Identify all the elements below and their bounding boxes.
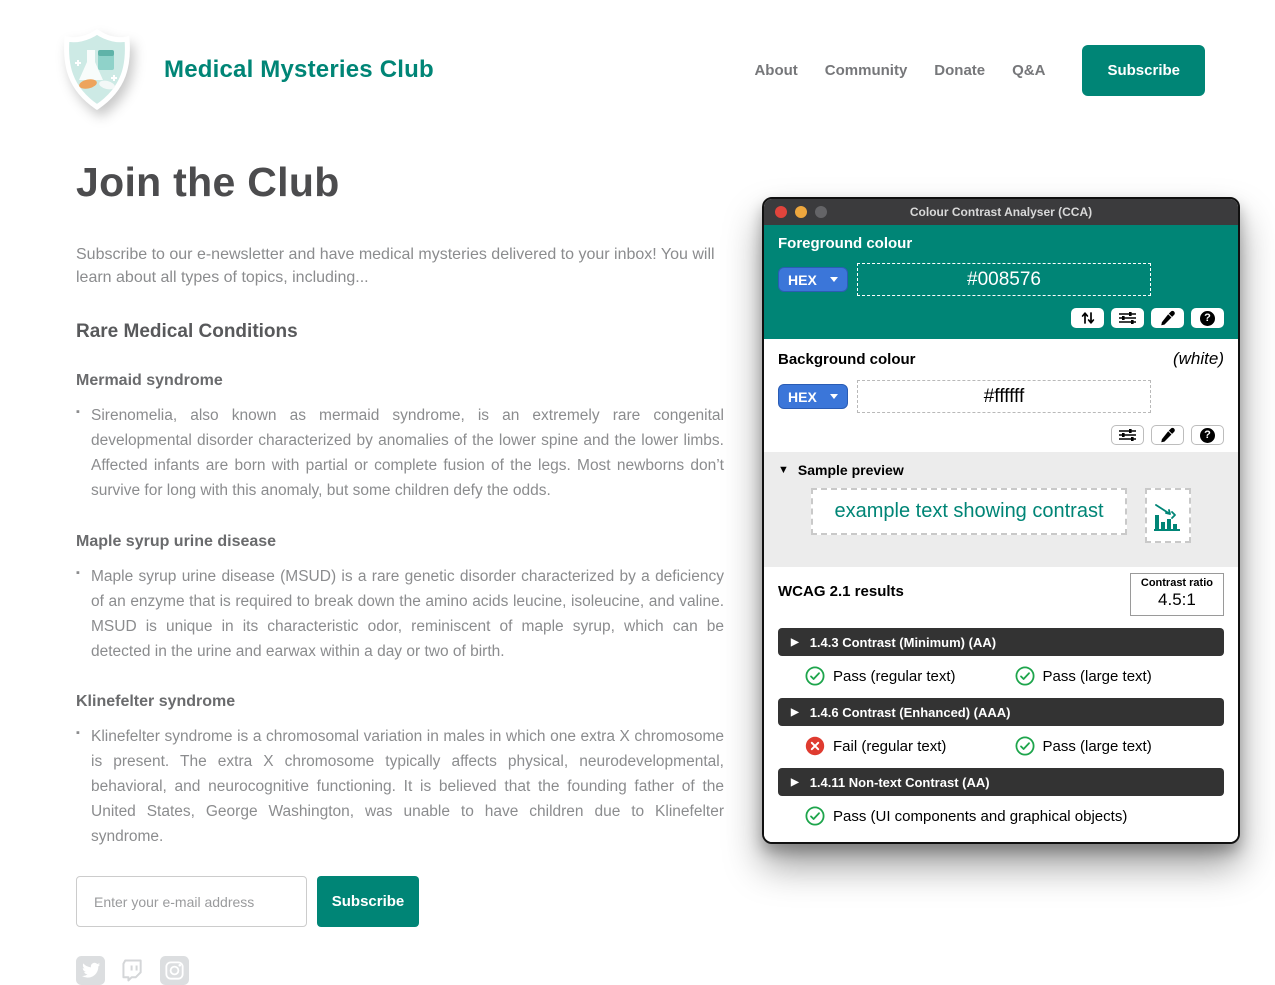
foreground-format-value: HEX (788, 271, 817, 288)
topic-body-klinefelter: ▪ Klinefelter syndrome is a chromosomal variation in males in which one extra X chromosome is present. The extra X chromosome typically affects physical, neurodevelopmental, behavioral, and neurocognitive functioning. It is believed that the founding father of the United States, George Washington, was unable to have children due to Klinefelter syndrome. (76, 724, 724, 850)
sample-preview-label: Sample preview (797, 462, 904, 478)
sample-preview-toggle[interactable] (778, 462, 1224, 478)
rule-1411-name: 1.4.11 Non-text Contrast (AA) (809, 774, 990, 790)
rule-143-bar[interactable] (778, 628, 1224, 656)
contrast-ratio-box (1130, 573, 1224, 616)
main-content (76, 159, 724, 985)
foreground-eyedropper-button[interactable] (1151, 308, 1184, 328)
foreground-colour-section (764, 225, 1238, 339)
nav-community[interactable]: Community (824, 61, 908, 79)
topic-list (76, 403, 724, 503)
nav-subscribe-button[interactable]: Subscribe (1082, 45, 1205, 96)
background-eyedropper-button[interactable] (1151, 425, 1184, 445)
pass-check-icon (805, 806, 825, 826)
pass-check-icon (1015, 736, 1035, 756)
contrast-ratio-value: 4.5:1 (1158, 590, 1196, 609)
rule-1411-bar[interactable] (778, 768, 1224, 796)
background-colour-section (764, 339, 1238, 452)
topic-title-mermaid: Mermaid syndrome (76, 372, 223, 390)
background-format-select[interactable] (778, 384, 848, 409)
swap-icon (1080, 311, 1096, 325)
pass-check-icon (805, 666, 825, 686)
background-colour-name: (white) (1172, 349, 1224, 368)
sliders-icon (1118, 428, 1137, 442)
rule-146-regular-result (805, 736, 1015, 756)
close-button[interactable] (775, 206, 787, 218)
background-adjust-button[interactable] (1111, 425, 1144, 445)
result-label: Pass (large text) (1042, 737, 1152, 755)
foreground-colour-label: Foreground colour (778, 235, 913, 252)
eyedropper-icon (1160, 310, 1176, 326)
help-icon: ? (1200, 428, 1215, 443)
rule-146-bar[interactable] (778, 698, 1224, 726)
nav-about[interactable]: About (754, 61, 798, 79)
section-heading: Rare Medical Conditions (76, 321, 298, 343)
club-logo-icon (60, 28, 134, 112)
instagram-icon[interactable] (160, 956, 189, 985)
window-controls (775, 206, 827, 218)
eyedropper-icon (1160, 427, 1176, 443)
intro-paragraph: Subscribe to our e-newsletter and have medical mysteries delivered to your inbox! You will learn about all types of topics, including... (76, 246, 715, 287)
rule-143-regular-result (805, 666, 1015, 686)
cca-window (762, 197, 1240, 844)
result-label: Fail (regular text) (833, 737, 947, 755)
topic-title-klinefelter: Klinefelter syndrome (76, 692, 236, 710)
expand-triangle-icon: ▶ (791, 776, 799, 788)
site-title: Medical Mysteries Club (164, 56, 434, 83)
topic-list (76, 564, 724, 664)
foreground-hex-input[interactable]: #008576 (857, 263, 1151, 296)
chevron-down-icon (830, 277, 838, 282)
chart-icon (1153, 499, 1183, 533)
expand-triangle-icon: ▶ (791, 706, 799, 718)
background-colour-label: Background colour (778, 351, 916, 368)
result-label: Pass (large text) (1042, 667, 1152, 685)
wcag-results-section (764, 567, 1238, 842)
contrast-ratio-label: Contrast ratio (1140, 577, 1213, 589)
topic-body-mermaid: ▪ Sirenomelia, also known as mermaid syndrome, is an extremely rare congenital developmental disorder characterized by anomalies of the lower spine and the lower limbs. Affected infants are born with partial or complete fusion of the legs. Most newborns don’t survive for long with this anomaly, but some children defy the odds. (76, 403, 724, 503)
cca-window-title: Colour Contrast Analyser (CCA) (909, 205, 1093, 219)
topic-list (76, 724, 724, 850)
topic-title-msud: Maple syrup urine disease (76, 532, 277, 550)
rule-143-large-result (1015, 666, 1225, 686)
background-hex-input[interactable]: #ffffff (857, 380, 1151, 413)
rule-146-name: 1.4.6 Contrast (Enhanced) (AAA) (809, 704, 1011, 720)
zoom-button (815, 206, 827, 218)
chevron-down-icon (830, 394, 838, 399)
twitch-icon[interactable] (118, 956, 147, 985)
cca-titlebar[interactable] (764, 199, 1238, 225)
fail-x-icon (805, 736, 825, 756)
twitter-icon[interactable] (76, 956, 105, 985)
expand-triangle-icon: ▶ (791, 636, 799, 648)
rule-146-large-result (1015, 736, 1225, 756)
email-input[interactable] (76, 876, 307, 927)
help-icon: ? (1200, 311, 1215, 326)
result-label: Pass (UI components and graphical objects) (833, 807, 1128, 825)
sample-text-box: example text showing contrast (811, 488, 1127, 535)
topic-body-msud: ▪ Maple syrup urine disease (MSUD) is a rare genetic disorder characterized by a deficiency of an enzyme that is required to break down the amino acids leucine, isoleucine, and valine. MSUD is unique in its characteristic odor, reminiscent of maple syrup, which can be detected in the urine and earwax within a day or two of birth. (76, 564, 724, 664)
subscribe-form (76, 876, 724, 927)
foreground-format-select[interactable] (778, 267, 848, 292)
result-label: Pass (regular text) (833, 667, 956, 685)
form-subscribe-button[interactable]: Subscribe (317, 876, 419, 927)
sample-graphics-box (1145, 488, 1191, 543)
sliders-icon (1118, 311, 1137, 325)
site-header (0, 0, 1275, 112)
background-help-button[interactable] (1191, 425, 1224, 445)
collapse-triangle-icon: ▼ (778, 464, 789, 476)
nav-qa[interactable]: Q&A (1012, 61, 1046, 79)
foreground-help-button[interactable] (1191, 308, 1224, 328)
social-links (76, 956, 724, 985)
wcag-results-heading: WCAG 2.1 results (778, 583, 904, 600)
nav-donate[interactable]: Donate (934, 61, 986, 79)
rule-143-name: 1.4.3 Contrast (Minimum) (AA) (809, 634, 997, 650)
sample-preview-section (764, 452, 1238, 567)
foreground-adjust-button[interactable] (1111, 308, 1144, 328)
background-format-value: HEX (788, 388, 817, 405)
page-title: Join the Club (76, 159, 340, 205)
rule-1411-result (805, 806, 1224, 826)
minimize-button[interactable] (795, 206, 807, 218)
main-nav (754, 45, 1205, 96)
swap-colours-button[interactable] (1071, 308, 1104, 328)
pass-check-icon (1015, 666, 1035, 686)
